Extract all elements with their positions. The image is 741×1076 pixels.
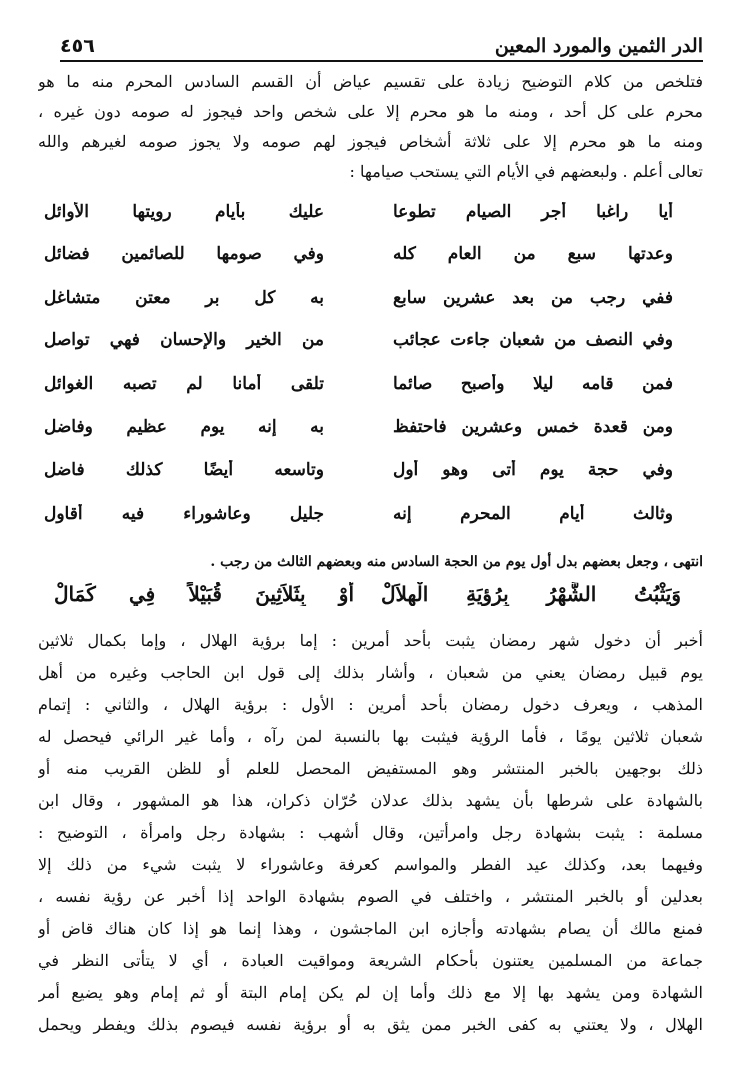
verse-first-hemistich: ففي رجب من بعد عشرين سابع — [393, 288, 673, 308]
verse-second-hemistich: من الخير والإحسان فهي تواصل — [44, 330, 324, 350]
verse-line — [38, 320, 703, 360]
text-line: أخبر أن دخول شهر رمضان يثبت بأحد أمرين : إما برؤية الهلال ، وإما بكمال ثلاثين — [38, 631, 703, 650]
verse-line — [38, 450, 703, 490]
text-line: ذلك بوجهين بالخبر المنتشر وهو المستفيض المحصل للعلم أو للظن القريب منه أو — [38, 759, 703, 778]
poem-second-hemistich: أَوْ بِثَلاَثِينَ قُبَيْلاً فِي كَمَالْ — [54, 582, 354, 606]
text-line: وفيهما بعد، وكذلك عيد الفطر والمواسم كعرفة وعاشوراء لا يثبت شيء من ذلك إلا — [38, 855, 703, 874]
text-line: محرم على كل أحد ، ومنه ما هو محرم إلا على شخص واحد فيجوز له صومه دون غيره ، — [38, 102, 703, 121]
verse-note: انتهى ، وجعل بعضهم بدل أول يوم من الحجة السادس منه وبعضهم الثالث من رجب . — [210, 554, 703, 570]
verse-line — [38, 234, 703, 274]
verse-second-hemistich: جليل وعاشوراء فيه أقاول — [44, 504, 324, 524]
text-line: شعبان ثلاثين يومًا ، فأما الرؤية فيثبت بها بالنسبة لمن رآه ، وأما غير الرائي فيحصل له — [38, 727, 703, 746]
verse-second-hemistich: به إنه يوم عظيم وفاضل — [44, 417, 324, 437]
text-line: جماعة من المسلمين يعتنون بأحكام الشريعة ومواقيت العبادة ، أي لا يتأتى النظر في — [38, 951, 703, 970]
verse-line — [38, 494, 703, 534]
verse-second-hemistich: وتاسعه أيضًا كذلك فاضل — [44, 460, 324, 480]
text-line: تعالى أعلم . ولبعضهم في الأيام التي يستحب صيامها : — [349, 162, 703, 181]
verse-second-hemistich: وفي صومها للصائمين فضائل — [44, 244, 324, 264]
text-line: الشهادة ومن يشهد بها إلا مع ذلك وأما إن لم يكن إمام البتة أو ثم إمام وهو يضيع أمر — [38, 983, 703, 1002]
verse-first-hemistich: وعدتها سبع من العام كله — [393, 244, 673, 264]
text-line: فتلخص من كلام التوضيح زيادة على تقسيم عياض أن القسم السادس المحرم منه ما هو — [38, 72, 703, 91]
text-line: فمنع مالك أن يصام بشهادته وأجازه ابن الماجشون ، وهذا إنما هو إذا كان هناك قاض أو — [38, 919, 703, 938]
verse-first-hemistich: وثالث أيام المحرم إنه — [393, 504, 673, 524]
running-header — [60, 30, 703, 62]
verse-line — [38, 364, 703, 404]
verse-first-hemistich: وفي النصف من شعبان جاءت عجائب — [393, 330, 673, 350]
verse-first-hemistich: ومن قعدة خمس وعشرين فاحتفظ — [393, 417, 673, 437]
text-line: المذهب ، ويعرف دخول رمضان بأحد أمرين : الأول : برؤية الهلال ، والثاني : إتمام — [38, 695, 703, 714]
verse-second-hemistich: تلقى أمانا لم تصبه الغوائل — [44, 374, 324, 394]
text-line: يوم قبيل رمضان يعني من شعبان ، وأشار بذلك إلى قول ابن الحاجب وغيره من أهل — [38, 663, 703, 682]
verse-line — [38, 278, 703, 318]
text-line: الهلال ، ولا يعتني به كفى الخبر ممن يثق به أو برؤية نفسه فيصوم بذلك ويفطر ويحمل — [38, 1015, 703, 1034]
text-line: بالشهادة على شرطها بأن يشهد بذلك عدلان حُرّان ذكران، هذا هو المشهور ، وقال ابن — [38, 791, 703, 810]
running-title: الدر الثمين والمورد المعين — [494, 35, 703, 57]
poem-first-hemistich: وَيَثْبُتُ الشَّهْرُ بِرُؤيَةِ الْهِلاَلْ — [381, 582, 681, 606]
verse-first-hemistich: أيا راغبا أجر الصيام تطوعا — [393, 202, 673, 222]
verse-first-hemistich: وفي حجة يوم أتى وهو أول — [393, 460, 673, 480]
text-line: بعدلين أو بالخبر المنتشر ، واختلف في الصوم بشهادة الواحد إذا أخبر عن رؤية نفسه ، — [38, 887, 703, 906]
text-line: مسلمة : يثبت بشهادة رجل وامرأتين، وقال أشهب : بشهادة رجل وامرأة ، التوضيح : — [38, 823, 703, 842]
verse-second-hemistich: عليك بأيام رويتها الأوائل — [44, 202, 324, 222]
poem-line — [38, 574, 703, 614]
verse-line — [38, 192, 703, 232]
text-line: ومنه ما هو محرم إلا على ثلاثة أشخاص فيجوز لهم صومه ولا يجوز صومه لغيرهم والله — [38, 132, 703, 151]
verse-first-hemistich: فمن قامه ليلا وأصبح صائما — [393, 374, 673, 394]
page-number: ٤٥٦ — [60, 35, 95, 57]
verse-line — [38, 407, 703, 447]
verse-second-hemistich: به كل بر معتن متشاغل — [44, 288, 324, 308]
